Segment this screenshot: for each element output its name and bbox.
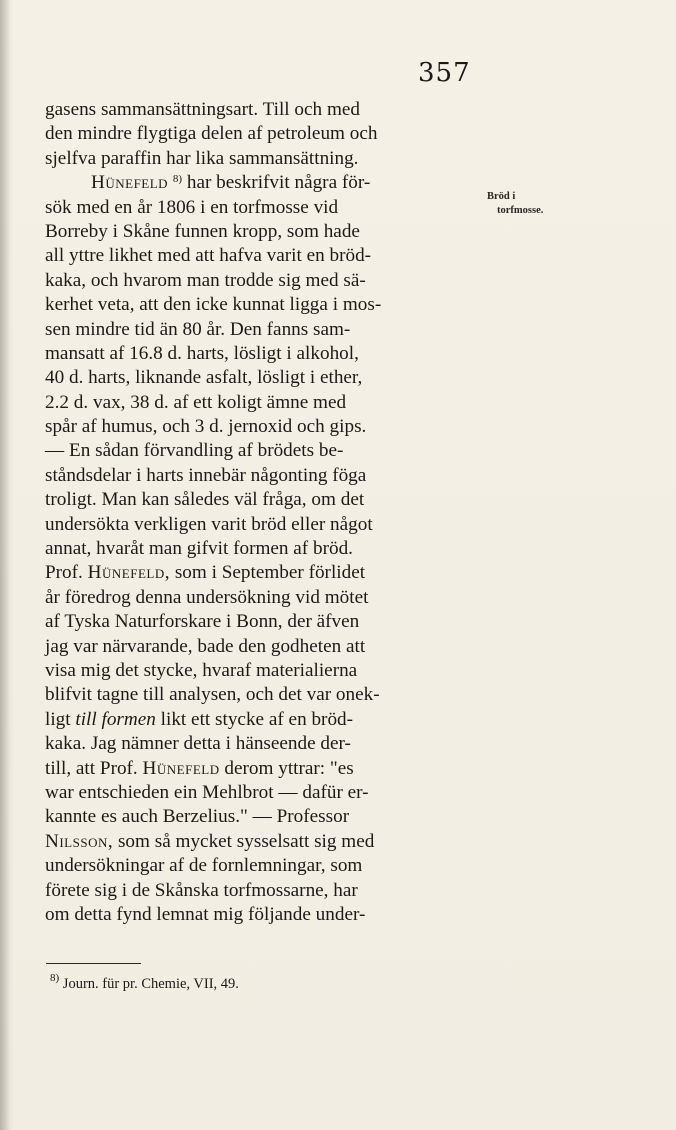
text-line: war entschieden ein Mehlbrot — dafür er- [45,781,369,803]
text-line: visa mig det stycke, hvaraf materialierna [45,659,358,681]
text-line: af Tyska Naturforskare i Bonn, der äfven [45,611,360,633]
text-line: spår af humus, och 3 d. jernoxid och gips. [45,416,367,438]
text-line: jag var närvarande, bade den godheten att [45,635,366,657]
text-line: undersökningar af de fornlemningar, som [45,855,363,877]
text-line: ståndsdelar i harts innebär någonting föga [45,464,367,486]
text-line: annat, hvaråt man gifvit formen af bröd. [45,538,353,560]
text-fragment: har beskrifvit några för- [186,172,371,194]
footnote-marker: 8) [50,972,60,984]
text-line: Borreby i Skåne funnen kropp, som hade [45,220,360,242]
text-line: kerhet veta, att den icke kunnat ligga i mos- [45,294,382,316]
margin-note-line: Bröd i [487,191,516,202]
text-line [45,708,495,732]
margin-note [487,190,543,218]
text-fragment: derom yttrar: "es [224,757,354,779]
text-line: om detta fynd lemnat mig följande under- [45,903,366,925]
margin-note-line: torfmosse. [497,205,544,216]
author-name: Hünefeld [142,757,220,779]
text-fragment: ligt [45,708,71,730]
text-line: sök med en år 1806 i en torfmosse vid [45,196,339,218]
text-line: sen mindre tid än 80 år. Den fanns sam- [45,318,351,340]
text-fragment: till, att Prof. [45,757,138,779]
text-line [45,757,495,781]
text-line: sjelfva paraffin har lika sammansättning. [45,147,359,169]
text-line [45,561,495,585]
footnote-text: Journ. für pr. Chemie, VII, 49. [62,976,239,992]
body-text [45,98,495,927]
page-number: 357 [418,58,471,88]
text-line [45,171,495,195]
author-name: Nilsson, [45,830,114,852]
footnote [50,972,239,993]
text-line: kannte es auch Berzelius." — Professor [45,806,350,828]
text-line: den mindre flygtiga delen af petroleum och [45,123,378,145]
text-line: — En sådan förvandling af brödets be- [45,440,344,462]
text-line: mansatt af 16.8 d. harts, lösligt i alkohol, [45,342,359,364]
text-line: förete sig i de Skånska torfmossarne, har [45,879,358,901]
text-line: all yttre likhet med att hafva varit en bröd- [45,245,372,267]
footnote-ref: 8) [172,173,183,186]
italic-phrase: till formen [75,708,156,730]
text-line: blifvit tagne till analysen, och det var onek- [45,684,380,706]
text-line: troligt. Man kan således väl fråga, om det [45,489,365,511]
text-line [45,830,495,854]
binding-shadow [0,0,10,1130]
author-name: Hünefeld, [87,562,171,584]
text-fragment: som så mycket sysselsatt sig med [117,830,375,852]
text-line: gasens sammansättningsart. Till och med [45,99,360,120]
text-line: undersökta verkligen varit bröd eller något [45,513,373,535]
text-fragment: som i September förlidet [174,562,366,584]
text-fragment: Prof. [45,562,83,584]
text-line: år föredrog denna undersökning vid mötet [45,586,369,608]
text-line: 2.2 d. vax, 38 d. af ett koligt ämne med [45,391,347,413]
footnote-divider [46,963,141,964]
text-line: kaka. Jag nämner detta i hänseende der- [45,733,351,755]
text-line: 40 d. harts, liknande asfalt, lösligt i ether, [45,367,363,389]
text-line: kaka, och hvarom man trodde sig med sä- [45,269,366,291]
author-name: Hünefeld [91,172,169,194]
text-fragment: likt ett stycke af en bröd- [160,708,354,730]
